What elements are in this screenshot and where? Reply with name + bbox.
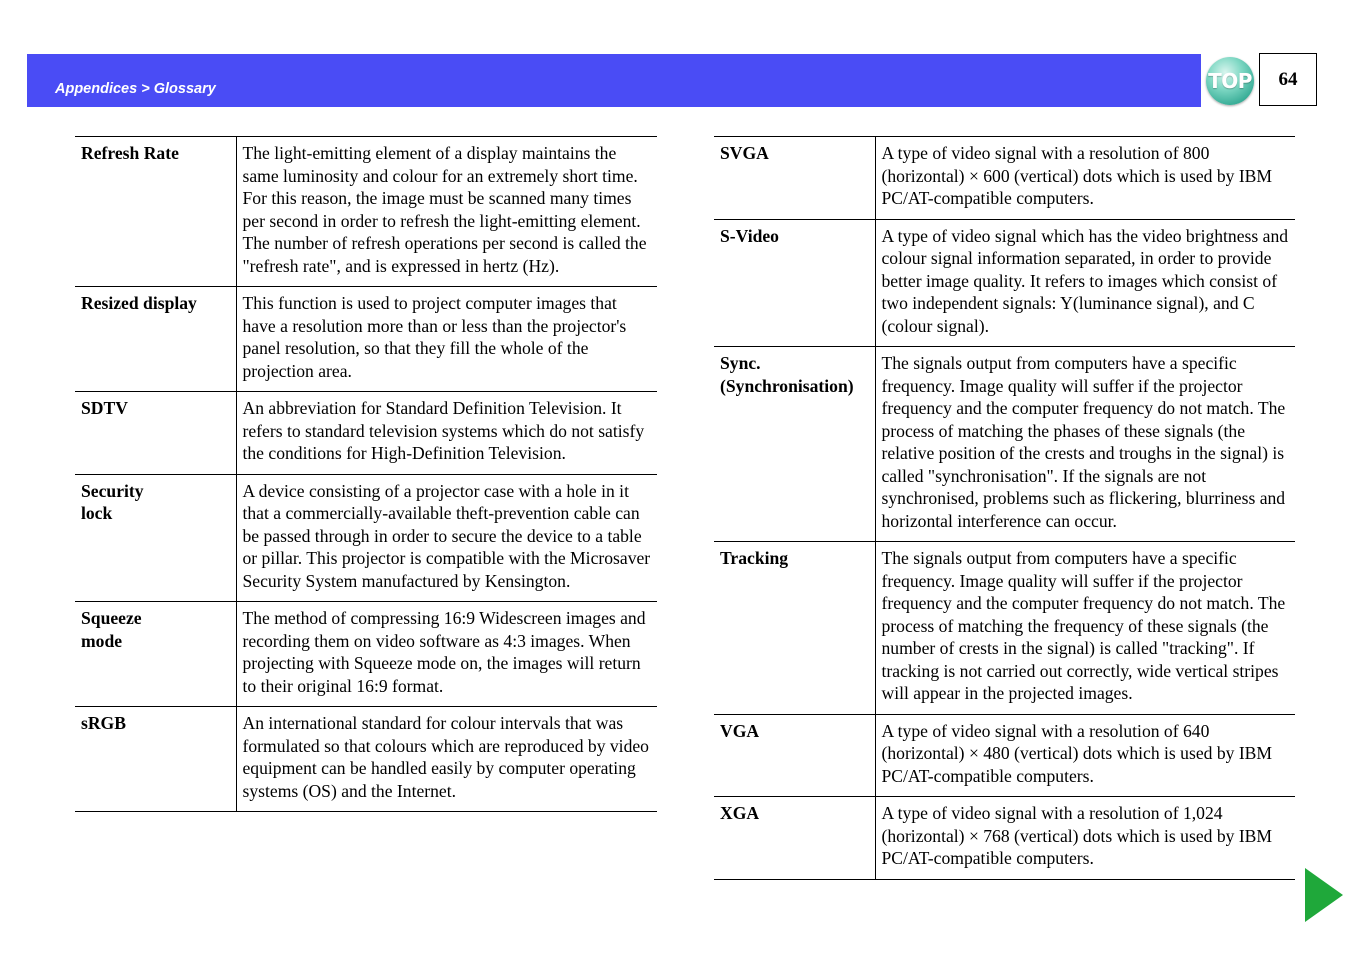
glossary-term: VGA	[714, 714, 875, 797]
glossary-definition: The signals output from computers have a specific frequency. Image quality will suffer if the projector frequency and the computer frequency do not match. The process of matching the phases of these signals (the relative position of the crests and troughs in the signal) is called "synchronisation". If the signals are not synchronised, problems such as flickering, blurriness and horizontal interference can occur.	[875, 347, 1295, 542]
glossary-definition: The light-emitting element of a display maintains the same luminosity and colour for an extremely short time. For this reason, the image must be scanned many times per second in order to refresh the light-emitting element. The number of refresh operations per second is called the "refresh rate", and is expressed in hertz (Hz).	[236, 137, 657, 287]
glossary-row	[714, 347, 1295, 542]
glossary-row	[75, 287, 657, 392]
glossary-term: S-Video	[714, 219, 875, 347]
glossary-row	[714, 542, 1295, 715]
glossary-term: SVGA	[714, 137, 875, 220]
glossary-table-right	[714, 136, 1295, 880]
glossary-term: SDTV	[75, 392, 236, 475]
top-button[interactable]	[1206, 57, 1254, 105]
glossary-row	[75, 474, 657, 602]
glossary-definition: This function is used to project computer images that have a resolution more than or less than the projector's panel resolution, so that they fill the whole of the projection area.	[236, 287, 657, 392]
top-icon: TOP	[1208, 69, 1252, 93]
glossary-row	[714, 797, 1295, 880]
glossary-table-left	[75, 136, 657, 812]
glossary-row	[714, 137, 1295, 220]
breadcrumb[interactable]: Appendices > Glossary	[55, 81, 216, 97]
glossary-row	[714, 714, 1295, 797]
glossary-row	[714, 219, 1295, 347]
next-arrow-icon	[1305, 868, 1343, 922]
glossary-definition: The method of compressing 16:9 Widescreen images and recording them on video software as 4:3 images. When projecting with Squeeze mode on, the images will return to their original 16:9 format.	[236, 602, 657, 707]
glossary-row	[75, 602, 657, 707]
glossary-row	[75, 707, 657, 812]
glossary-definition: A type of video signal with a resolution of 640 (horizontal) × 480 (vertical) dots which is used by IBM PC/AT-compatible computers.	[875, 714, 1295, 797]
page-number: 64	[1259, 53, 1317, 106]
glossary-term: Squeeze mode	[75, 602, 236, 707]
glossary-term: Refresh Rate	[75, 137, 236, 287]
glossary-definition: An international standard for colour intervals that was formulated so that colours which are reproduced by video equipment can be handled easily by computer operating systems (OS) and the Internet.	[236, 707, 657, 812]
glossary-term: Resized display	[75, 287, 236, 392]
glossary-term: Sync. (Synchronisation)	[714, 347, 875, 542]
glossary-definition: A type of video signal with a resolution of 800 (horizontal) × 600 (vertical) dots which is used by IBM PC/AT-compatible computers.	[875, 137, 1295, 220]
glossary-term: XGA	[714, 797, 875, 880]
glossary-definition: A type of video signal with a resolution of 1,024 (horizontal) × 768 (vertical) dots which is used by IBM PC/AT-compatible computers.	[875, 797, 1295, 880]
glossary-term: Tracking	[714, 542, 875, 715]
glossary-definition: A device consisting of a projector case with a hole in it that a commercially-available theft-prevention cable can be passed through in order to secure the device to a table or pillar. This projector is compatible with the Microsaver Security System manufactured by Kensington.	[236, 474, 657, 602]
glossary-term: sRGB	[75, 707, 236, 812]
glossary-row	[75, 137, 657, 287]
next-page-button[interactable]	[1304, 867, 1344, 923]
glossary-definition: A type of video signal which has the video brightness and colour signal information separated, in order to provide better image quality. It refers to images which consist of two independent signals: Y(luminance signal), and C (colour signal).	[875, 219, 1295, 347]
header-bar	[27, 54, 1201, 107]
glossary-row	[75, 392, 657, 475]
glossary-term: Security lock	[75, 474, 236, 602]
glossary-definition: The signals output from computers have a specific frequency. Image quality will suffer if the projector frequency and the computer frequency do not match. The process of matching the frequency of these signals (the number of crests in the signal) is called "tracking". If tracking is not carried out correctly, wide vertical stripes will appear in the projected images.	[875, 542, 1295, 715]
glossary-definition: An abbreviation for Standard Definition Television. It refers to standard television systems which do not satisfy the conditions for High-Definition Television.	[236, 392, 657, 475]
